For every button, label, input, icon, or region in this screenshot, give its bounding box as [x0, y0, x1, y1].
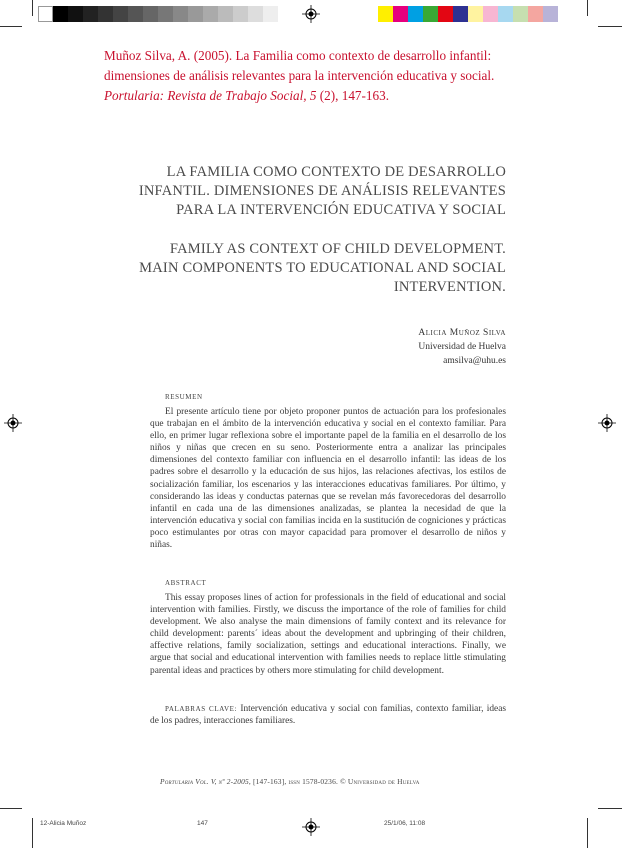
- footer-copyright: © Universidad de Huelva: [340, 777, 420, 786]
- resumen-text: El presente artículo tiene por objeto proponer puntos de actuación para los profesionales que trabajan en el ámbito de la intervención educativa y social en el contexto familiar. Para ello, en primer lugar reflexiona sobre el importante papel de la familia en el desarrollo de los niños y niñas que crecen en su seno. Posteriormente entra a analizar las principales dimensiones del contexto familiar con influencia en el desarrollo infantil: las ideas de los padres sobre el desarrollo y la educación de sus hijos, las relaciones afectivas, los estilos de socialización familiar, los escenarios y las interacciones educativas familiares. Por último, y considerando las ideas y conductas paternas que se revelan más favorecedoras del desarrollo infantil en cada una de las dimensiones analizadas, se plantea la necesidad de que la intervención educativa y social con familias incida en la sustitución de cogniciones y prácticas poco estimulantes por otras con mayor capacidad para promover el desarrollo de niños y niñas.: [150, 407, 506, 551]
- title-en-line: FAMILY AS CONTEXT OF CHILD DEVELOPMENT.: [169, 241, 506, 257]
- keywords: [150, 703, 506, 727]
- keywords-text: Intervención educativa y social con familias, contexto familiar, ideas de los padres, interacciones familiares.: [150, 704, 507, 727]
- slug-file: 12-Alicia Muñoz: [40, 820, 87, 827]
- crop-mark: [0, 26, 22, 27]
- author-name: Alicia Muñoz Silva: [418, 328, 506, 338]
- title-es-line: LA FAMILIA COMO CONTEXTO DE DESARROLLO: [166, 164, 506, 180]
- author-block: [418, 326, 506, 368]
- title-en-line: MAIN COMPONENTS TO EDUCATIONAL AND SOCIAL: [139, 260, 506, 276]
- author-email[interactable]: amsilva@uhu.es: [443, 356, 506, 366]
- author-affiliation: Universidad de Huelva: [418, 342, 506, 352]
- registration-mark-icon: [598, 414, 616, 432]
- crop-mark: [0, 808, 22, 809]
- resumen-label: RESUMEN: [165, 393, 203, 401]
- citation-rest: (2), 147-163.: [316, 88, 389, 103]
- slug-page: 147: [197, 820, 208, 827]
- crop-mark: [32, 0, 33, 16]
- footer-pages: , [147-163], issn 1578-0236.: [248, 777, 341, 786]
- keywords-label: PALABRAS CLAVE:: [165, 705, 238, 713]
- title-es-line: INFANTIL. DIMENSIONES DE ANÁLISIS RELEVANTES: [138, 183, 506, 199]
- crop-mark: [32, 818, 33, 848]
- registration-mark-icon: [302, 5, 320, 23]
- title-en-line: INTERVENTION.: [393, 279, 506, 295]
- crop-mark: [587, 0, 588, 16]
- slug-date: 25/1/06, 11:08: [384, 820, 426, 827]
- registration-mark-icon: [302, 818, 320, 836]
- abstract-text: This essay proposes lines of action for professionals in the field of educational and social intervention with families. Firstly, we discuss the importance of the role of families for child development. We also analyse the main dimensions of family context and its relevance for child development: parents´ ideas about the development and upbringing of their children, affective relations, family socialization, settings and educational interactions. Finally, we argue that social and educational intervention with families needs to replace little stimulating parental ideas and practices by others more stimulating for child development.: [150, 593, 506, 676]
- registration-mark-icon: [4, 414, 22, 432]
- citation-text: Muñoz Silva, A. (2005). La Familia como contexto de desarrollo infantil: dimensiones de análisis relevantes para la intervención educativa y social.: [104, 48, 495, 83]
- crop-mark: [598, 808, 622, 809]
- abstract-label: ABSTRACT: [165, 579, 207, 587]
- color-bar: [378, 6, 558, 22]
- title-es-line: PARA LA INTERVENCIÓN EDUCATIVA Y SOCIAL: [176, 202, 506, 218]
- title-english: [126, 240, 506, 297]
- crop-mark: [587, 818, 588, 848]
- page-footer: [160, 777, 420, 786]
- crop-mark: [598, 26, 622, 27]
- title-spanish: [126, 163, 506, 220]
- footer-journal: Portularia Vol. V, nº 2-2005: [160, 777, 249, 786]
- grayscale-bar: [38, 6, 278, 22]
- citation-journal: Portularia: Revista de Trabajo Social, 5: [104, 88, 317, 103]
- citation: [104, 46, 524, 106]
